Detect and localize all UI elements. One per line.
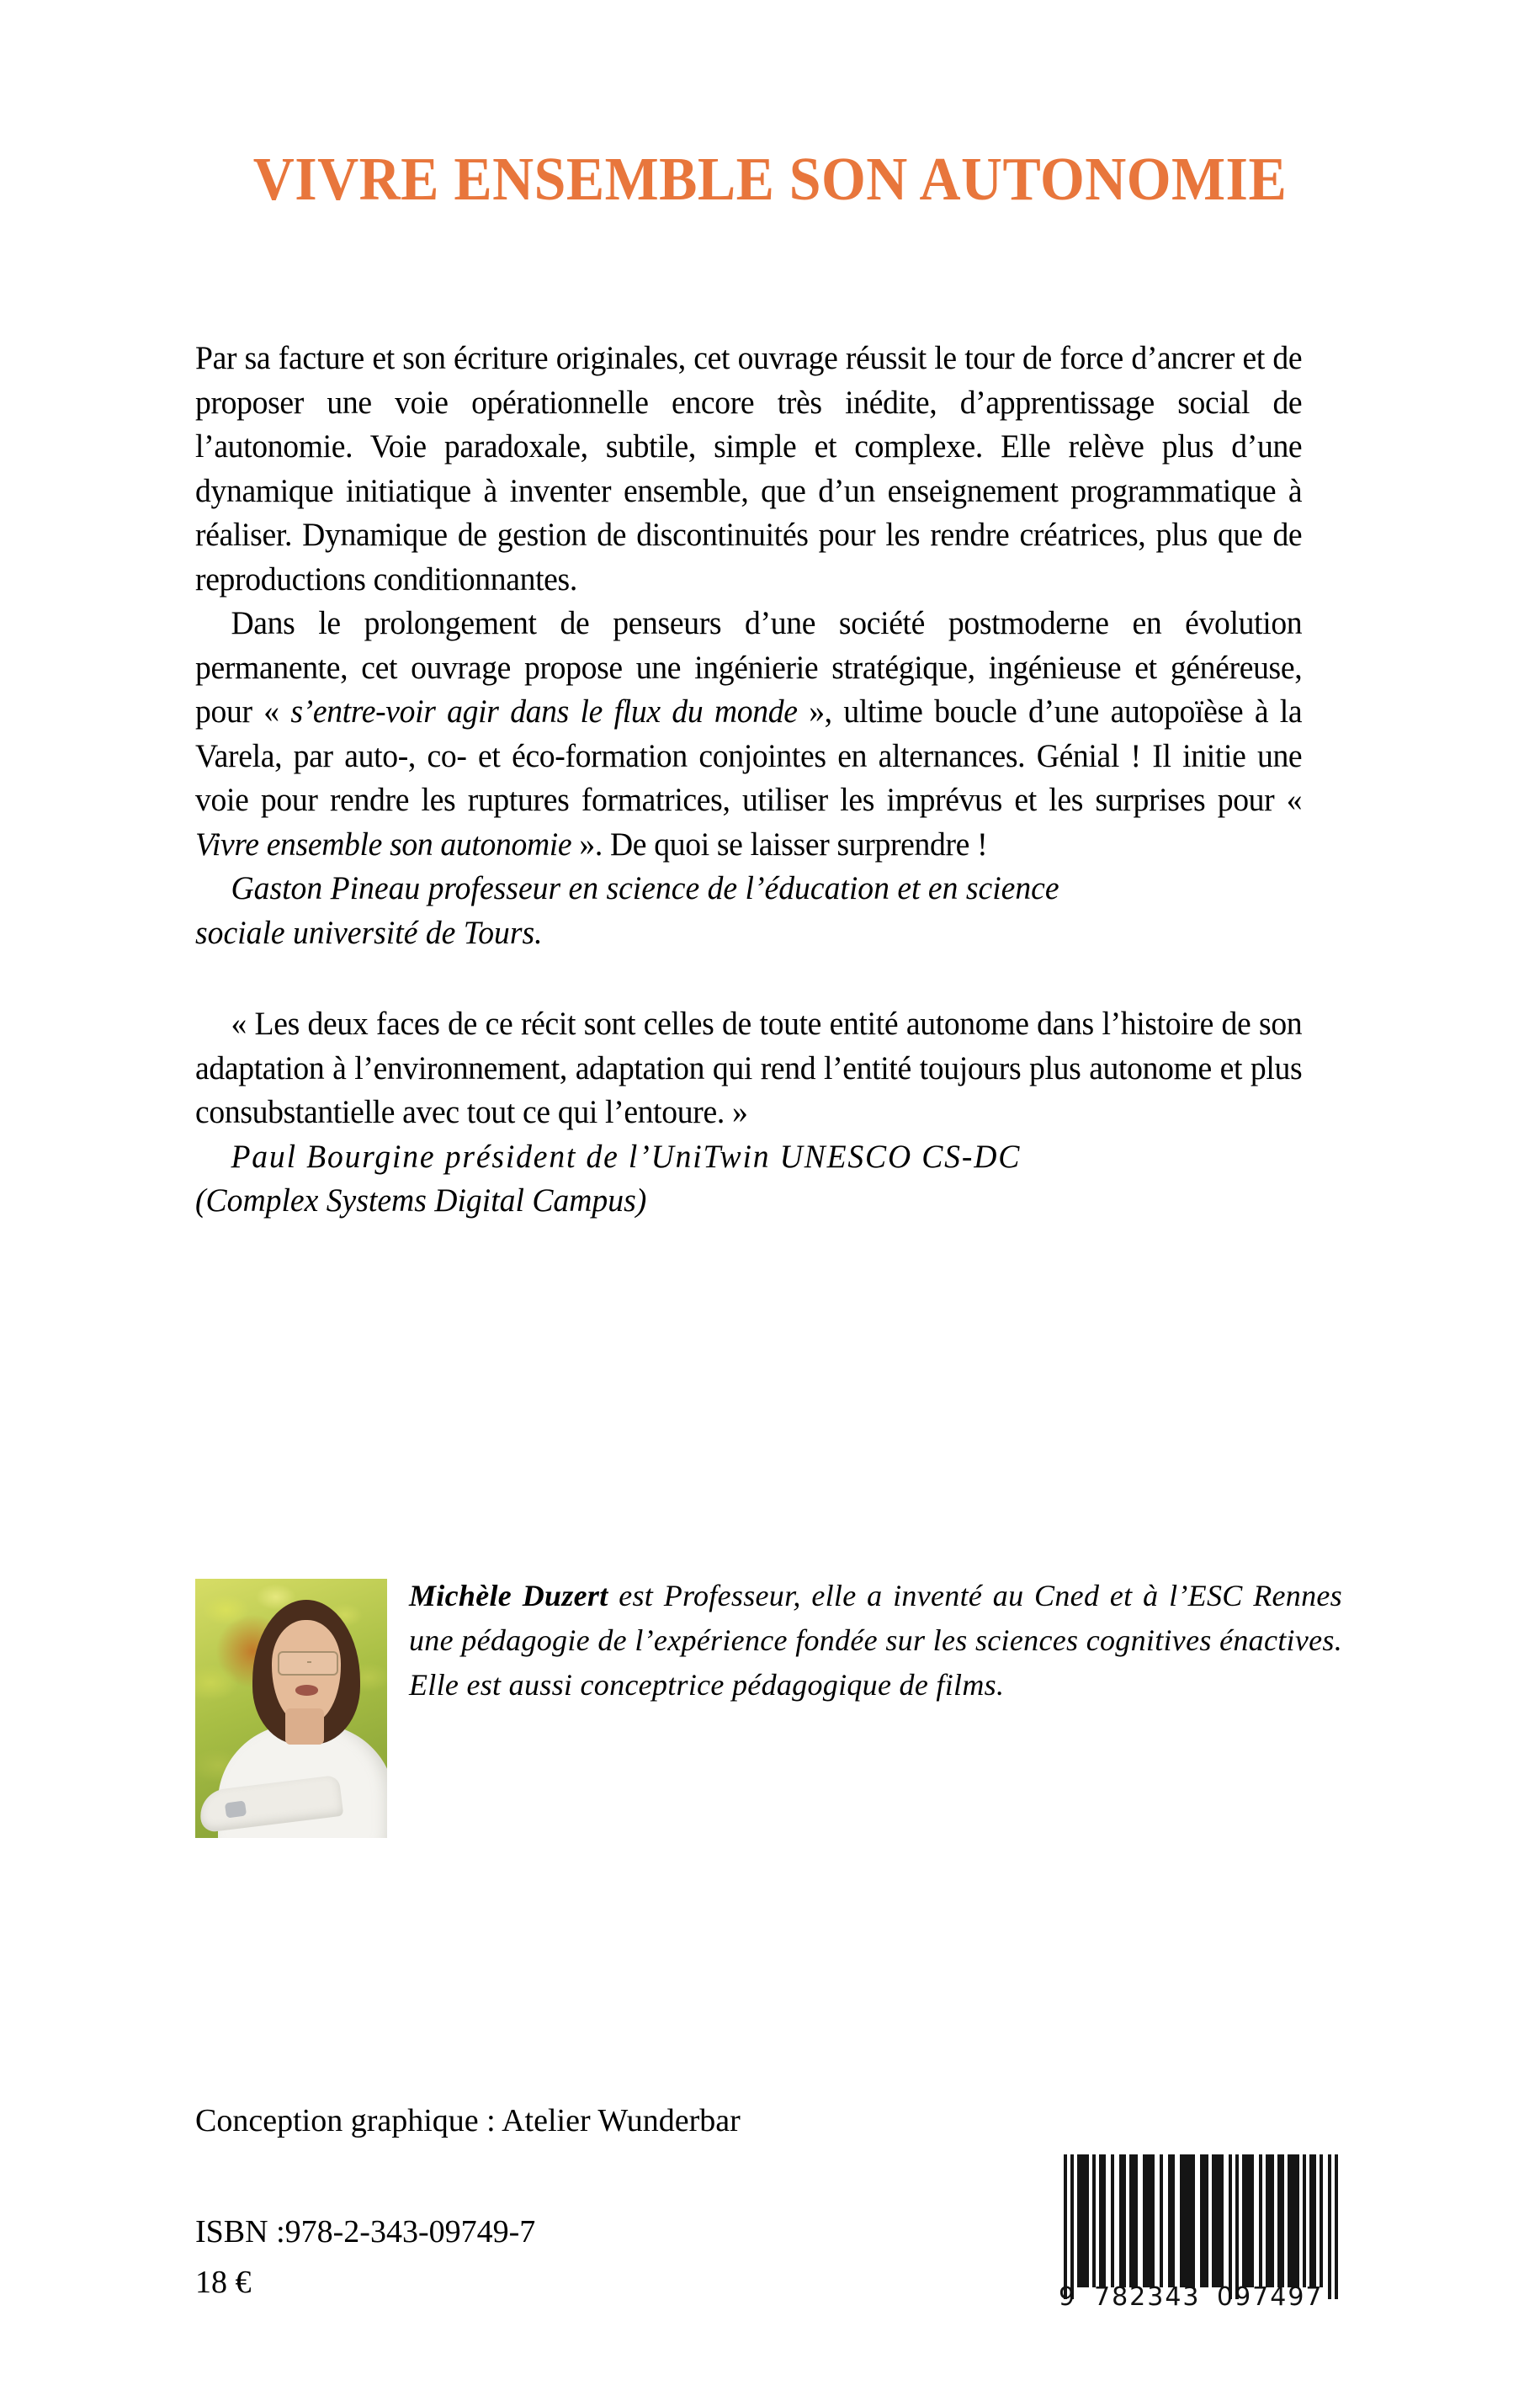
author-bio-body: est Professeur, elle a inventé au Cned et à l’ESC Rennes une pédagogie de l’expérience fondée sur les sciences cognitives énactives. Elle est aussi conceptrice pédagogique de films. (409, 1579, 1342, 1702)
portrait-glasses (278, 1651, 338, 1676)
review-pineau-italic-quote-1: s’entre-voir agir dans le flux du monde (290, 693, 798, 730)
barcode-bars (1057, 2154, 1341, 2299)
review-bourgine-quote: « Les deux faces de ce récit sont celles de toute entité autonome dans l’histoire de son adaptation à l’environnement, adaptation qui rend l’entité toujours plus autonome et plus consubstantielle avec tout ce qui l’entoure. » (195, 1006, 1303, 1130)
back-cover-text (195, 337, 1342, 1224)
ean13-barcode (1057, 2154, 1341, 2299)
author-bio-section (195, 1574, 1342, 1845)
review-pineau-italic-quote-2: Vivre ensemble son autonomie (195, 826, 572, 863)
barcode-digits (1057, 2282, 1341, 2311)
barcode-digit-group-middle: 782343 (1094, 2282, 1201, 2312)
review-bourgine-attribution-line-1: Paul Bourgine président de l’UniTwin UNESCO CS-DC (231, 1138, 1022, 1175)
barcode-digit-group-right: 097497 (1217, 2282, 1324, 2312)
barcode-digit-group-left: 9 (1059, 2282, 1077, 2312)
review-pineau-paragraph-1: Par sa facture et son écriture originales, cet ouvrage réussit le tour de force d’ancrer et de proposer une voie opérationnelle encore très inédite, d’apprentissage social de l’autonomie. Voie paradoxale, subtile, simple et complexe. Elle relève plus d’une dynamique initiatique à inventer ensemble, que d’un enseignement programmatique à réaliser. Dynamique de gestion de discontinuités pour les rendre créatrices, plus que de reproductions conditionnantes. (195, 340, 1303, 598)
portrait-wristwatch (225, 1800, 247, 1818)
portrait-mouth (295, 1685, 318, 1695)
review-pineau-attribution-line-1: Gaston Pineau professeur en science de l’éducation et en science (231, 870, 1059, 906)
review-pineau-attribution-line-2: sociale université de Tours. (195, 914, 543, 951)
page-title: VIVRE ENSEMBLE SON AUTONOMIE (252, 145, 1288, 213)
portrait-neck (285, 1708, 324, 1745)
price-text: 18 € (195, 2265, 252, 2300)
design-credit: Conception graphique : Atelier Wunderbar (195, 2103, 741, 2138)
review-pineau-paragraph-2 (195, 602, 1302, 867)
isbn-text: ISBN :978-2-343-09749-7 (195, 2214, 536, 2250)
review-pineau-p2-part-2: », ultime boucle d’une autopoïèse à la Varela, par auto-, co- et éco-formation conjointes en alternances. Génial ! Il initie une voie pour rendre les ruptures formatrices, utiliser les imprévus et les surprises pour « (195, 693, 1303, 818)
review-bourgine-attribution-line-2: (Complex Systems Digital Campus) (195, 1182, 647, 1219)
review-pineau-p2-part-3: ». De quoi se laisser surprendre ! (571, 826, 988, 863)
author-portrait-photo (195, 1579, 387, 1838)
author-name: Michèle Duzert (409, 1579, 608, 1612)
review-pineau-p2-part-1: Dans le prolongement de penseurs d’une société postmoderne en évolution permanente, cet ouvrage propose une ingénierie stratégique, ingénieuse et généreuse, pour « (195, 605, 1303, 730)
section-spacer (195, 955, 1342, 1002)
